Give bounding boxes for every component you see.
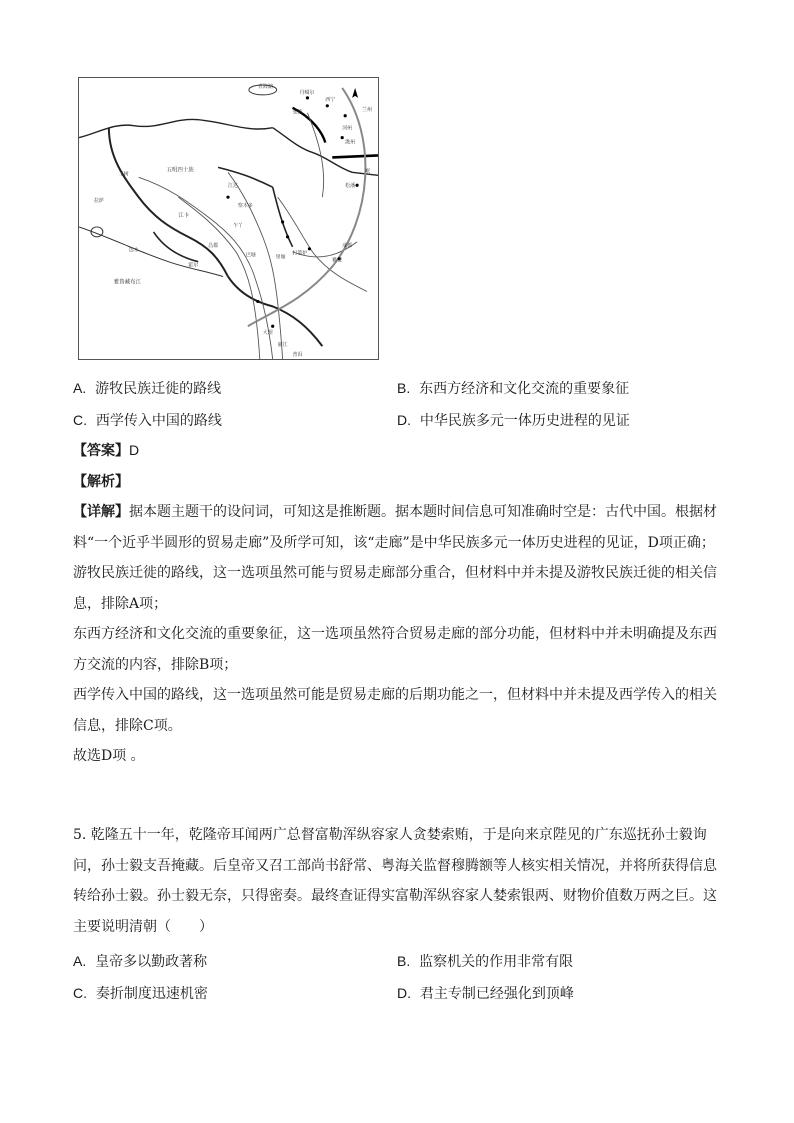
question-5-stem: [73, 820, 723, 942]
map-label: 雅安: [332, 257, 343, 264]
city-dots: [226, 96, 358, 328]
option-a[interactable]: [73, 378, 221, 399]
map-label: 西宁: [325, 96, 336, 103]
map-label: 河州: [342, 125, 353, 132]
map-label: 丹噶尔: [299, 89, 315, 96]
map-label: 霍尔: [188, 262, 199, 269]
map-label: 五明四十族: [166, 167, 194, 174]
province-border: [154, 232, 199, 262]
map-label: 里塘: [275, 254, 286, 261]
map-label: 丽江: [277, 342, 288, 349]
map-label: 大理: [262, 330, 273, 337]
route-map-figure: [78, 77, 379, 360]
analysis-paragraph: 游牧民族迁徙的路线，这一选项虽然可能与贸易走廊部分重合，但材料中并未提及游牧民族迁徙的相关信息，排除A项；: [73, 565, 717, 612]
analysis-paragraph: 【详解】据本题主题干的设问词，可知这是推断题。据本题时间信息可知准确时空是：古代中国。根据材料“一个近乎半圆形的贸易走廊”及所学可知，该“走廊”是中华民族多元一体历史进程的见证，D项正确；: [73, 504, 717, 551]
q5-option-c[interactable]: [73, 983, 208, 1004]
option-text: 君主专制已经强化到顶峰: [419, 986, 574, 1002]
river-line: [228, 172, 283, 359]
analysis-tag: 【解析】: [73, 474, 129, 490]
map-label: 昌都: [208, 242, 219, 249]
map-label: 打箭炉: [292, 250, 308, 257]
option-letter: D.: [397, 985, 411, 1001]
option-text: 奏折制度迅速机密: [95, 986, 208, 1002]
question-stem-text: 5. 乾隆五十一年，乾隆帝耳闻两广总督富勒浑纵容家人贪婪索贿，于是向来京陛见的广东巡抚孙士毅询问，孙士毅支吾掩藏。后皇帝又召工部尚书舒常、粤海关监督穆腾额等人核实相关情况，并将所获得信息转给孙士毅。孙士毅无奈，只得密奏。最终查证得实富勒浑纵容家人婪索银两、财物价值数万两之巨。这主要说明清朝（ ）: [73, 827, 717, 935]
option-d[interactable]: [397, 410, 630, 431]
analysis-heading: [73, 472, 129, 492]
answer-line: [73, 440, 139, 461]
province-border: [109, 128, 228, 277]
answer-tag: 【答案】: [73, 443, 129, 459]
option-text: 西学传入中国的路线: [95, 413, 222, 429]
option-letter: A.: [73, 380, 87, 396]
option-text: 皇帝多以勤政著称: [95, 954, 208, 970]
analysis-paragraph: 西学传入中国的路线，这一选项虽然可能是贸易走廊的后期功能之一，但材料中并未提及西学传入的相关信息，排除C项。: [73, 687, 717, 734]
map-label: 岷: [365, 168, 370, 175]
option-letter: A.: [73, 953, 87, 969]
q5-option-a[interactable]: [73, 951, 207, 972]
map-label: 乍丫: [232, 222, 243, 229]
province-border: [218, 167, 273, 190]
q5-option-d[interactable]: [397, 983, 574, 1004]
map-label: 普洱: [292, 352, 303, 359]
map-svg: [79, 78, 378, 359]
option-c[interactable]: [73, 410, 222, 431]
map-label: 江达: [228, 183, 238, 190]
option-letter: D.: [397, 412, 411, 428]
map-label: 洮州: [345, 139, 356, 146]
river-line: [79, 227, 223, 277]
option-text: 中华民族多元一体历史进程的见证: [419, 413, 630, 429]
q5-option-b[interactable]: [397, 951, 573, 972]
map-label: 张掖: [292, 109, 303, 116]
map-label: 达木: [128, 247, 139, 254]
map-label: 松潘: [345, 183, 356, 190]
map-label: 雅鲁藏布江: [113, 279, 142, 286]
option-text: 东西方经济和文化交流的重要象征: [419, 381, 630, 397]
analysis-body: [73, 497, 723, 772]
option-b[interactable]: [397, 378, 629, 399]
analysis-paragraph: 故选D项 。: [73, 748, 145, 764]
map-label: 成都: [342, 242, 353, 249]
map-label: 巴塘: [245, 252, 256, 259]
river-line: [178, 197, 259, 359]
option-letter: C.: [73, 412, 87, 428]
map-label: 江卡: [178, 213, 190, 220]
map-label: 玉树: [118, 171, 129, 178]
option-text: 游牧民族迁徙的路线: [95, 381, 222, 397]
detail-tag: 【详解】: [73, 504, 129, 520]
border-line: [332, 155, 378, 157]
answer-value: D: [129, 442, 140, 458]
option-letter: C.: [73, 985, 87, 1001]
map-label: 兰州: [362, 106, 372, 113]
map-label: 拉萨: [93, 198, 104, 205]
province-border: [273, 187, 293, 247]
north-arrow-icon: [352, 88, 358, 98]
option-text: 监察机关的作用非常有限: [419, 954, 574, 970]
analysis-paragraph: 东西方经济和文化交流的重要象征，这一选项虽然符合贸易走廊的部分功能，但材料中并未明确提及东西方交流的内容，排除B项；: [73, 626, 717, 673]
option-letter: B.: [397, 953, 411, 969]
option-letter: B.: [397, 380, 411, 396]
map-label: 青海湖: [257, 83, 273, 90]
map-label: 察木多: [237, 203, 253, 210]
